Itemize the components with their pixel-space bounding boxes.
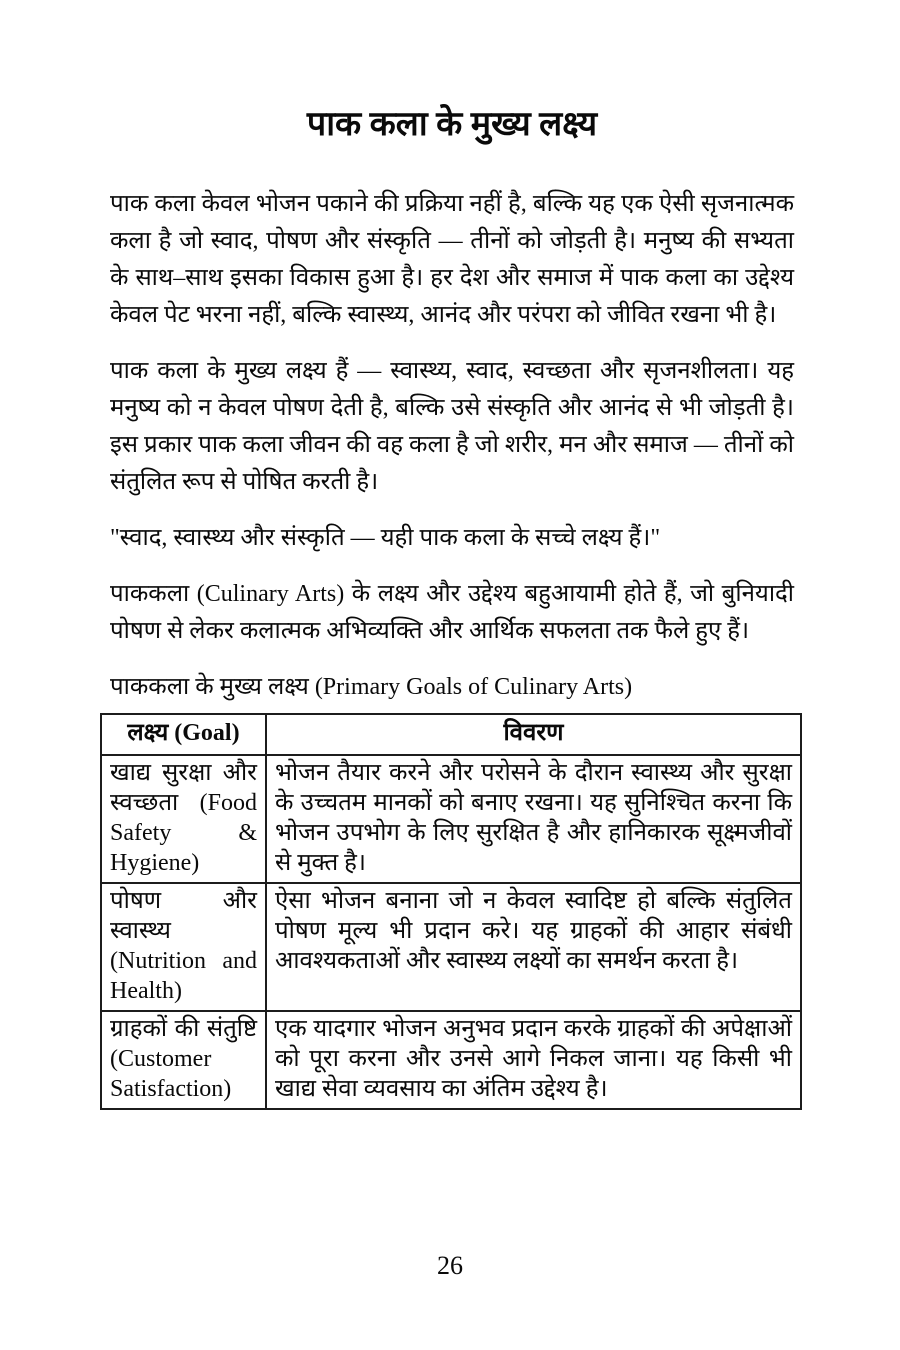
table-header-row [101,714,801,755]
description-cell-customer-satisfaction: एक यादगार भोजन अनुभव प्रदान करके ग्राहकों की अपेक्षाओं को पूरा करना और उनसे आगे निकल जाना। यह किसी भी खाद्य सेवा व्यवसाय का अंतिम उद्देश्य है। [266,1011,801,1109]
goal-cell-customer-satisfaction: ग्राहकों की संतुष्टि (Customer Satisfaction) [101,1011,266,1109]
description-cell-food-safety: भोजन तैयार करने और परोसने के दौरान स्वास्थ्य और सुरक्षा के उच्चतम मानकों को बनाए रखना। यह सुनिश्चित करना कि भोजन उपभोग के लिए सुरक्षित है और हानिकारक सूक्ष्मजीवों से मुक्त है। [266,755,801,883]
table-header-description: विवरण [266,714,801,755]
paragraph-goals: पाक कला के मुख्य लक्ष्य हैं — स्वास्थ्य, स्वाद, स्वच्छता और सृजनशीलता। यह मनुष्य को न केवल पोषण देती है, बल्कि उसे संस्कृति और आनंद से भी जोड़ती है। इस प्रकार पाक कला जीवन की वह कला है जो शरीर, मन और समाज — तीनों को संतुलित रूप से पोषित करती है। [110,358,794,495]
table-header-goal: लक्ष्य (Goal) [101,714,266,755]
page-content [110,0,794,1110]
description-cell-nutrition: ऐसा भोजन बनाना जो न केवल स्वादिष्ट हो बल्कि संतुलित पोषण मूल्य भी प्रदान करे। यह ग्राहकों की आहार संबंधी आवश्यकताओं और स्वास्थ्य लक्ष्यों का समर्थन करता है। [266,883,801,1011]
section-heading-primary-goals: पाककला के मुख्य लक्ष्य (Primary Goals of Culinary Arts) [110,674,633,700]
goals-table [100,713,802,1110]
table-row [101,883,801,1011]
paragraph-culinary-arts: पाककला (Culinary Arts) के लक्ष्य और उद्देश्य बहुआयामी होते हैं, जो बुनियादी पोषण से लेकर कलात्मक अभिव्यक्ति और आर्थिक सफलता तक फैले हुए हैं। [110,581,794,644]
page-number: 26 [437,1251,463,1280]
table-row [101,1011,801,1109]
paragraph-intro: पाक कला केवल भोजन पकाने की प्रक्रिया नहीं है, बल्कि यह एक ऐसी सृजनात्मक कला है जो स्वाद, पोषण और संस्कृति — तीनों को जोड़ती है। मनुष्य की सभ्यता के साथ–साथ इसका विकास हुआ है। हर देश और समाज में पाक कला का उद्देश्य केवल पेट भरना नहीं, बल्कि स्वास्थ्य, आनंद और परंपरा को जीवित रखना भी है। [110,191,794,328]
goal-cell-food-safety: खाद्य सुरक्षा और स्वच्छता (Food Safety & Hygiene) [101,755,266,883]
quote-line: "स्वाद, स्वास्थ्य और संस्कृति — यही पाक कला के सच्चे लक्ष्य हैं।" [110,525,661,551]
table-row [101,755,801,883]
page-title: पाक कला के मुख्य लक्ष्य [306,106,598,143]
goal-cell-nutrition: पोषण और स्वास्थ्य (Nutrition and Health) [101,883,266,1011]
